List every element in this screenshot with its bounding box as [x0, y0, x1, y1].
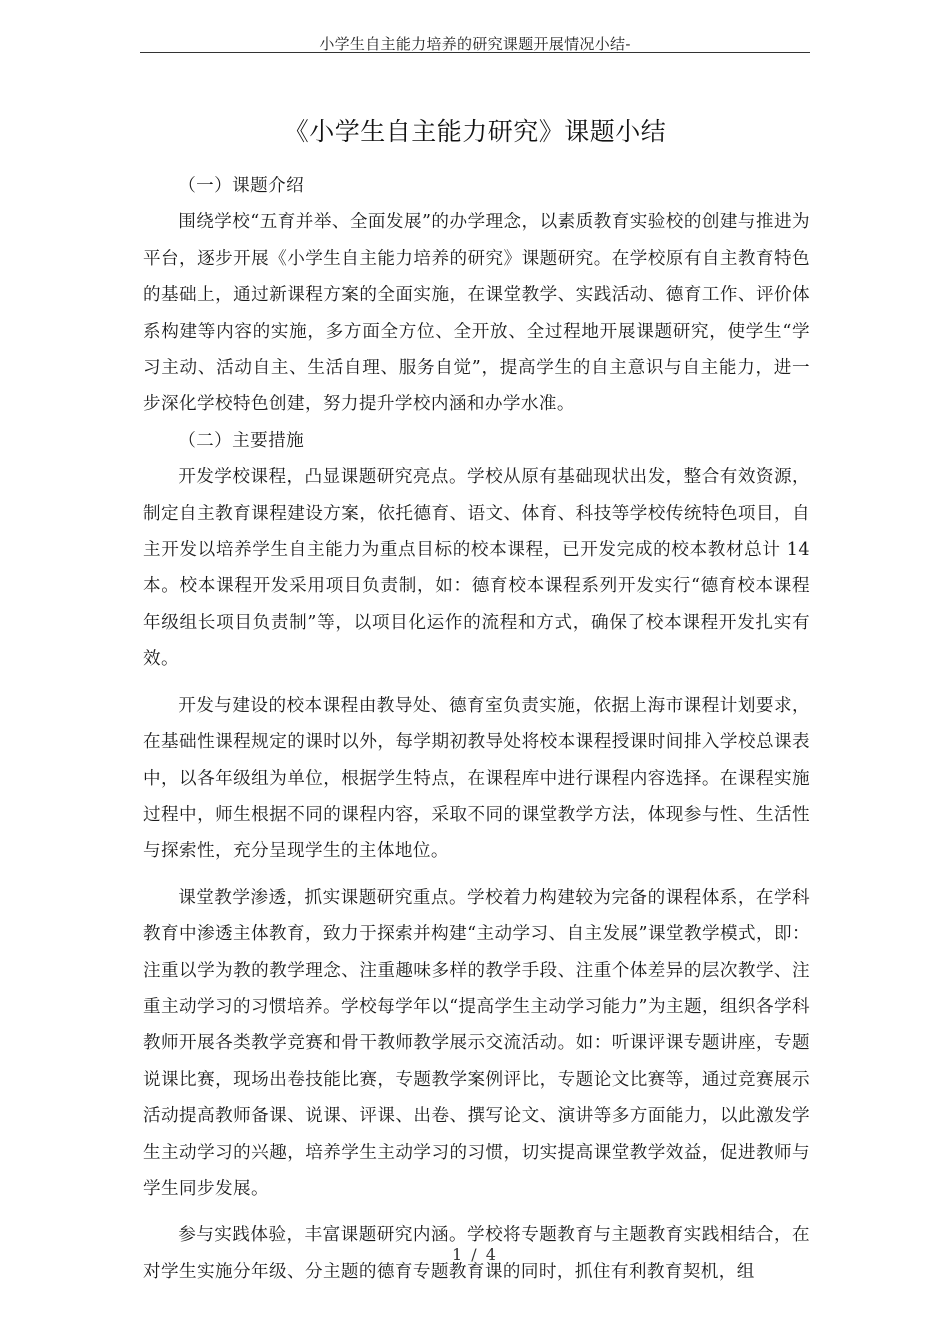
paragraph-intro: 围绕学校“五育并举、全面发展”的办学理念，以素质教育实验校的创建与推进为平台，逐步开展《小学生自主能力培养的研究》课题研究。在学校原有自主教育特色的基础上，通过新课程方案的全面实施，在课堂教学、实践活动、德育工作、评价体系构建等内容的实施，多方面全方位、全开放、全过程地开展课题研究，使学生“学习主动、活动自主、生活自理、服务自觉”，提高学生的自主意识与自主能力，进一步深化学校特色创建，努力提升学校内涵和办学水准。 [143, 212, 810, 415]
document-title: 《小学生自主能力研究》课题小结 [283, 117, 667, 146]
section-heading-intro: （一）课题介绍 [178, 176, 305, 196]
running-header: 小学生自主能力培养的研究课题开展情况小结- [319, 35, 631, 53]
document-body [143, 168, 810, 1290]
paragraph-classroom-teaching: 课堂教学渗透，抓实课题研究重点。学校着力构建较为完备的课程体系，在学科教育中渗透主体教育，致力于探索并构建“主动学习、自主发展”课堂教学模式，即：注重以学为教的教学理念、注重趣味多样的教学手段、注重个体差异的层次教学、注重主动学习的习惯培养。学校每学年以“提高学生主动学习能力”为主题，组织各学科教师开展各类教学竞赛和骨干教师教学展示交流活动。如：听课评课专题讲座，专题说课比赛，现场出卷技能比赛，专题教学案例评比，专题论文比赛等，通过竞赛展示活动提高教师备课、说课、评课、出卷、撰写论文、演讲等多方面能力，以此激发学生主动学习的兴趣，培养学生主动学习的习惯，切实提高课堂教学效益，促进教师与学生同步发展。 [143, 887, 810, 1199]
header-rule [140, 52, 810, 53]
section-heading-measures: （二）主要措施 [178, 430, 305, 451]
paragraph-course-development: 开发学校课程，凸显课题研究亮点。学校从原有基础现状出发，整合有效资源，制定自主教育课程建设方案，依托德育、语文、体育、科技等学校传统特色项目，自主开发以培养学生自主能力为重点目标的校本课程，已开发完成的校本教材总计 14 本。校本课程开发采用项目负责制，如：德育校本课程系列开发实行“德育校本课程年级组长项目负责制”等，以项目化运作的流程和方式，确保了校本课程开发扎实有效。 [143, 467, 810, 670]
paragraph-course-implementation: 开发与建设的校本课程由教导处、德育室负责实施，依据上海市课程计划要求，在基础性课程规定的课时以外，每学期初教导处将校本课程授课时间排入学校总课表中，以各年级组为单位，根据学生特点，在课程库中进行课程内容选择。在课程实施过程中，师生根据不同的课程内容，采取不同的课堂教学方法，体现参与性、生活性与探索性，充分呈现学生的主体地位。 [143, 695, 810, 862]
paragraph-practice-experience: 参与实践体验，丰富课题研究内涵。学校将专题教育与主题教育实践相结合，在对学生实施分年级、分主题的德育专题教育课的同时，抓住有利教育契机，组 [143, 1225, 810, 1282]
page-number: 1 / 4 [452, 1245, 498, 1264]
